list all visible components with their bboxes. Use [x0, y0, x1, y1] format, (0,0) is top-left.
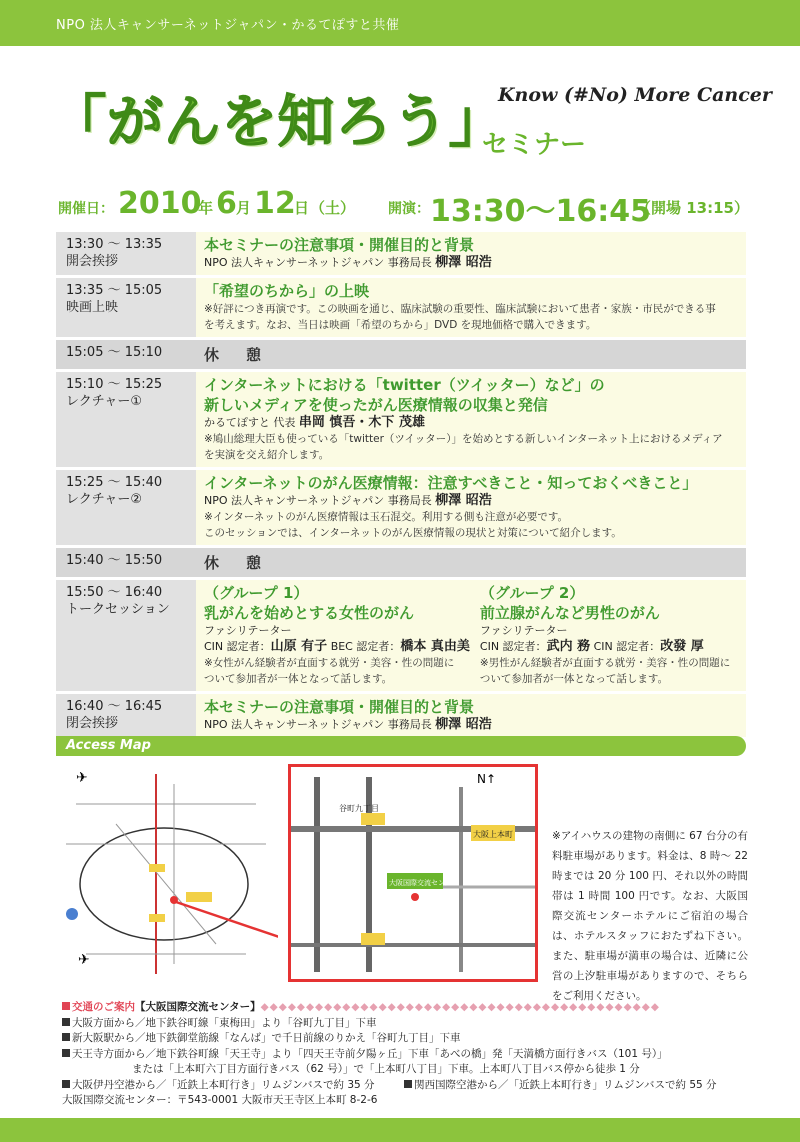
- row-note: を実演を交え紹介します。: [204, 449, 330, 461]
- row-speaker: NPO 法人キャンサーネットジャパン 事務局長 柳澤 昭浩: [204, 255, 492, 270]
- schedule-row: [56, 278, 746, 340]
- row-title: 「希望のちから」の上映: [204, 282, 370, 300]
- dotted-divider: ◆◆◆◆◆◆◆◆◆◆◆◆◆◆◆◆◆◆◆◆◆◆◆◆◆◆◆◆◆◆◆◆◆◆◆◆◆◆◆◆◆◆◆◆: [260, 1001, 660, 1013]
- access-map-bar: [56, 736, 746, 756]
- airplane-icon: ✈: [78, 952, 90, 968]
- group-role: ファシリテーター: [204, 624, 292, 637]
- direction-item: 天王寺方面から／地下鉄谷町線「天王寺」より「四天王寺前夕陽ヶ丘」下車「あべの橋」発「天満橋方面行きバス（101 号）」: [62, 1047, 752, 1063]
- row-note: ※好評につき再演です。この映画を通じ、臨床試験の重要性、臨床試験において患者・家族・市民ができる事: [204, 303, 716, 315]
- row-name: 閉会挨拶: [66, 716, 119, 731]
- directions-title: 交通のご案内: [72, 1001, 135, 1013]
- schedule-row: [56, 372, 746, 470]
- station-label: 谷町九丁目: [339, 804, 379, 813]
- year-unit: 年: [198, 199, 214, 217]
- seminar-title: 「がんを知ろう」: [50, 90, 506, 155]
- row-title: インターネットのがん医療情報：注意すべきこと・知っておくべきこと」: [204, 474, 698, 492]
- row-name: 映画上映: [66, 300, 119, 315]
- bullet-square-icon: [404, 1080, 412, 1088]
- venue-area-map: [288, 764, 538, 982]
- row-time: 13:30 ～ 13:35: [66, 237, 163, 252]
- header-band: [0, 0, 800, 46]
- row-name: 開会挨拶: [66, 254, 119, 269]
- group-note: ※女性がん経験者が直面する就労・美容・性の問題に: [204, 657, 455, 669]
- row-title: 本セミナーの注意事項・開催目的と背景: [204, 236, 475, 254]
- month-unit: 月: [236, 199, 252, 217]
- group-facilitators: CIN 認定者：山原 有子 BEC 認定者：橋本 真由美: [204, 639, 470, 654]
- row-time: 13:35 ～ 15:05: [66, 283, 163, 298]
- schedule-table: [56, 232, 746, 740]
- time-cell: [56, 278, 196, 337]
- row-note: このセッションでは、インターネットのがん医療情報の現状と対策について紹介します。: [204, 527, 622, 539]
- row-speaker: かるてぽすと 代表 串岡 慎吾・木下 茂雄: [204, 415, 425, 430]
- station-label: 大阪上本町: [473, 830, 513, 839]
- content-cell: [196, 580, 746, 691]
- title-block: [50, 76, 770, 176]
- schedule-row: [56, 470, 746, 548]
- parking-info: ※アイハウスの建物の南側に 67 台分の有料駐車場があります。料金は、8 時～ 22 時までは 20 分 100 円、それ以外の時間帯は 1 時間 100 円です。なお、大阪国際交流センターホテルにご宿泊の場合は、ホテルスタッフにおたずね下さい。また、駐車場が満車の場合は、近隣に公営の上汐駐車場がありますので、そちらをご利用ください。: [552, 830, 748, 1002]
- venue-area-svg: [291, 767, 535, 979]
- time-cell: [56, 470, 196, 545]
- event-weekday: （土）: [310, 199, 356, 217]
- schedule-row: [56, 694, 746, 740]
- time-cell: [56, 372, 196, 467]
- north-arrow-icon: N↑: [477, 772, 497, 786]
- break-label: 休 憩: [204, 554, 268, 572]
- content-cell: [196, 278, 746, 337]
- group-label: （グループ 1）: [204, 584, 309, 602]
- footer-band: [0, 1118, 800, 1142]
- row-time: 15:50 ～ 16:40: [66, 585, 163, 600]
- content-cell: [196, 372, 746, 467]
- group-title: 乳がんを始めとする女性のがん: [204, 604, 415, 622]
- globe-icon: [66, 908, 78, 920]
- row-name: レクチャー②: [66, 492, 143, 507]
- row-time: 15:05 ～ 15:10: [66, 345, 163, 360]
- group-note: ついて参加者が一体となって話します。: [204, 673, 393, 685]
- direction-item: 新大阪駅から／地下鉄御堂筋線「なんば」で千日前線のりかえ「谷町九丁目」下車: [62, 1031, 752, 1047]
- regional-rail-map: [56, 764, 278, 984]
- directions: [62, 1000, 752, 1109]
- content-cell: [196, 340, 746, 369]
- bullet-square-icon: [62, 1018, 70, 1026]
- content-cell: [196, 694, 746, 737]
- organizer-text: NPO 法人キャンサーネットジャパン・かるてぽすと共催: [56, 18, 400, 33]
- seminar-subtitle: セミナー: [482, 130, 587, 160]
- doors-open: （開場 13:15）: [636, 199, 749, 217]
- directions-venue: 【大阪国際交流センター】: [135, 1001, 261, 1013]
- group-note: ついて参加者が一体となって話します。: [479, 673, 669, 685]
- schedule-row-break: [56, 548, 746, 580]
- break-label: 休 憩: [204, 346, 268, 364]
- bullet-square-icon: [62, 1049, 70, 1057]
- schedule-row: [56, 232, 746, 278]
- row-time: 16:40 ～ 16:45: [66, 699, 163, 714]
- group-note: ※男性がん経験者が直面する就労・美容・性の問題に: [479, 657, 731, 669]
- airport-directions: 大阪伊丹空港から／「近鉄上本町行き」リムジンバスで約 35 分 関西国際空港から／「近鉄上本町行き」リムジンバスで約 55 分: [62, 1078, 752, 1094]
- time-cell: [56, 580, 196, 691]
- content-cell: [196, 548, 746, 577]
- row-speaker: NPO 法人キャンサーネットジャパン 事務局長 柳澤 昭浩: [204, 493, 492, 508]
- event-month: 6: [216, 186, 237, 221]
- group-label: （グループ 2）: [479, 584, 585, 602]
- schedule-row: [56, 580, 746, 694]
- group-title: 前立腺がんなど男性のがん: [479, 604, 660, 622]
- schedule-row-break: [56, 340, 746, 372]
- row-time: 15:25 ～ 15:40: [66, 475, 163, 490]
- event-day: 12: [254, 186, 296, 221]
- time-cell: [56, 548, 196, 577]
- bullet-square-icon: [62, 1002, 70, 1010]
- row-speaker: NPO 法人キャンサーネットジャパン 事務局長 柳澤 昭浩: [204, 717, 492, 732]
- row-time: 15:10 ～ 15:25: [66, 377, 163, 392]
- day-unit: 日: [294, 199, 310, 217]
- row-note: ※鳩山総理大臣も使っている「twitter（ツイッター）」を始めとする新しいインターネット上におけるメディア: [204, 433, 723, 445]
- date-label: 開催日：: [58, 201, 114, 217]
- talk-group-2: [480, 583, 736, 687]
- time-cell: [56, 694, 196, 737]
- bullet-square-icon: [62, 1033, 70, 1041]
- bullet-square-icon: [62, 1080, 70, 1088]
- venue-label: 大阪国際交流センター: [389, 879, 459, 887]
- talk-group-1: [204, 583, 470, 687]
- direction-item-cont: または「上本町六丁目方面行きバス（62 号）」で「上本町八丁目」下車。上本町八丁目バス停から徒歩 1 分: [132, 1063, 640, 1075]
- row-title: 本セミナーの注意事項・開催目的と背景: [204, 698, 475, 716]
- airplane-icon: ✈: [76, 770, 88, 786]
- row-note: ※インターネットのがん医療情報は玉石混交。利用する側も注意が必要です。: [204, 511, 569, 523]
- row-title: 新しいメディアを使ったがん医療情報の収集と発信: [204, 396, 548, 414]
- group-facilitators: CIN 認定者：武内 務 CIN 認定者：改發 厚: [479, 639, 704, 654]
- directions-header: [62, 1000, 752, 1016]
- time-cell: [56, 340, 196, 369]
- content-cell: [196, 470, 746, 545]
- direction-item: 大阪方面から／地下鉄谷町線「東梅田」より「谷町九丁目」下車: [62, 1016, 752, 1032]
- row-time: 15:40 ～ 15:50: [66, 553, 163, 568]
- row-note: を考えます。なお、当日は映画「希望のちから」DVD を現地価格で購入できます。: [204, 319, 597, 331]
- event-year: 2010: [118, 186, 202, 221]
- row-name: レクチャー①: [66, 394, 143, 409]
- row-title: インターネットにおける「twitter（ツイッター）など」の: [204, 376, 605, 394]
- time-label: 開演：: [388, 201, 430, 217]
- content-cell: [196, 232, 746, 275]
- group-role: ファシリテーター: [479, 624, 568, 637]
- event-time: 13:30～16:45: [430, 194, 651, 229]
- time-cell: [56, 232, 196, 275]
- venue-address: 大阪国際交流センター：〒543-0001 大阪市天王寺区上本町 8-2-6: [62, 1094, 378, 1106]
- access-map-label: Access Map: [66, 738, 151, 753]
- event-datetime: [58, 186, 758, 229]
- tagline: Know (#No) More Cancer: [498, 84, 772, 106]
- row-name: トークセッション: [66, 602, 170, 617]
